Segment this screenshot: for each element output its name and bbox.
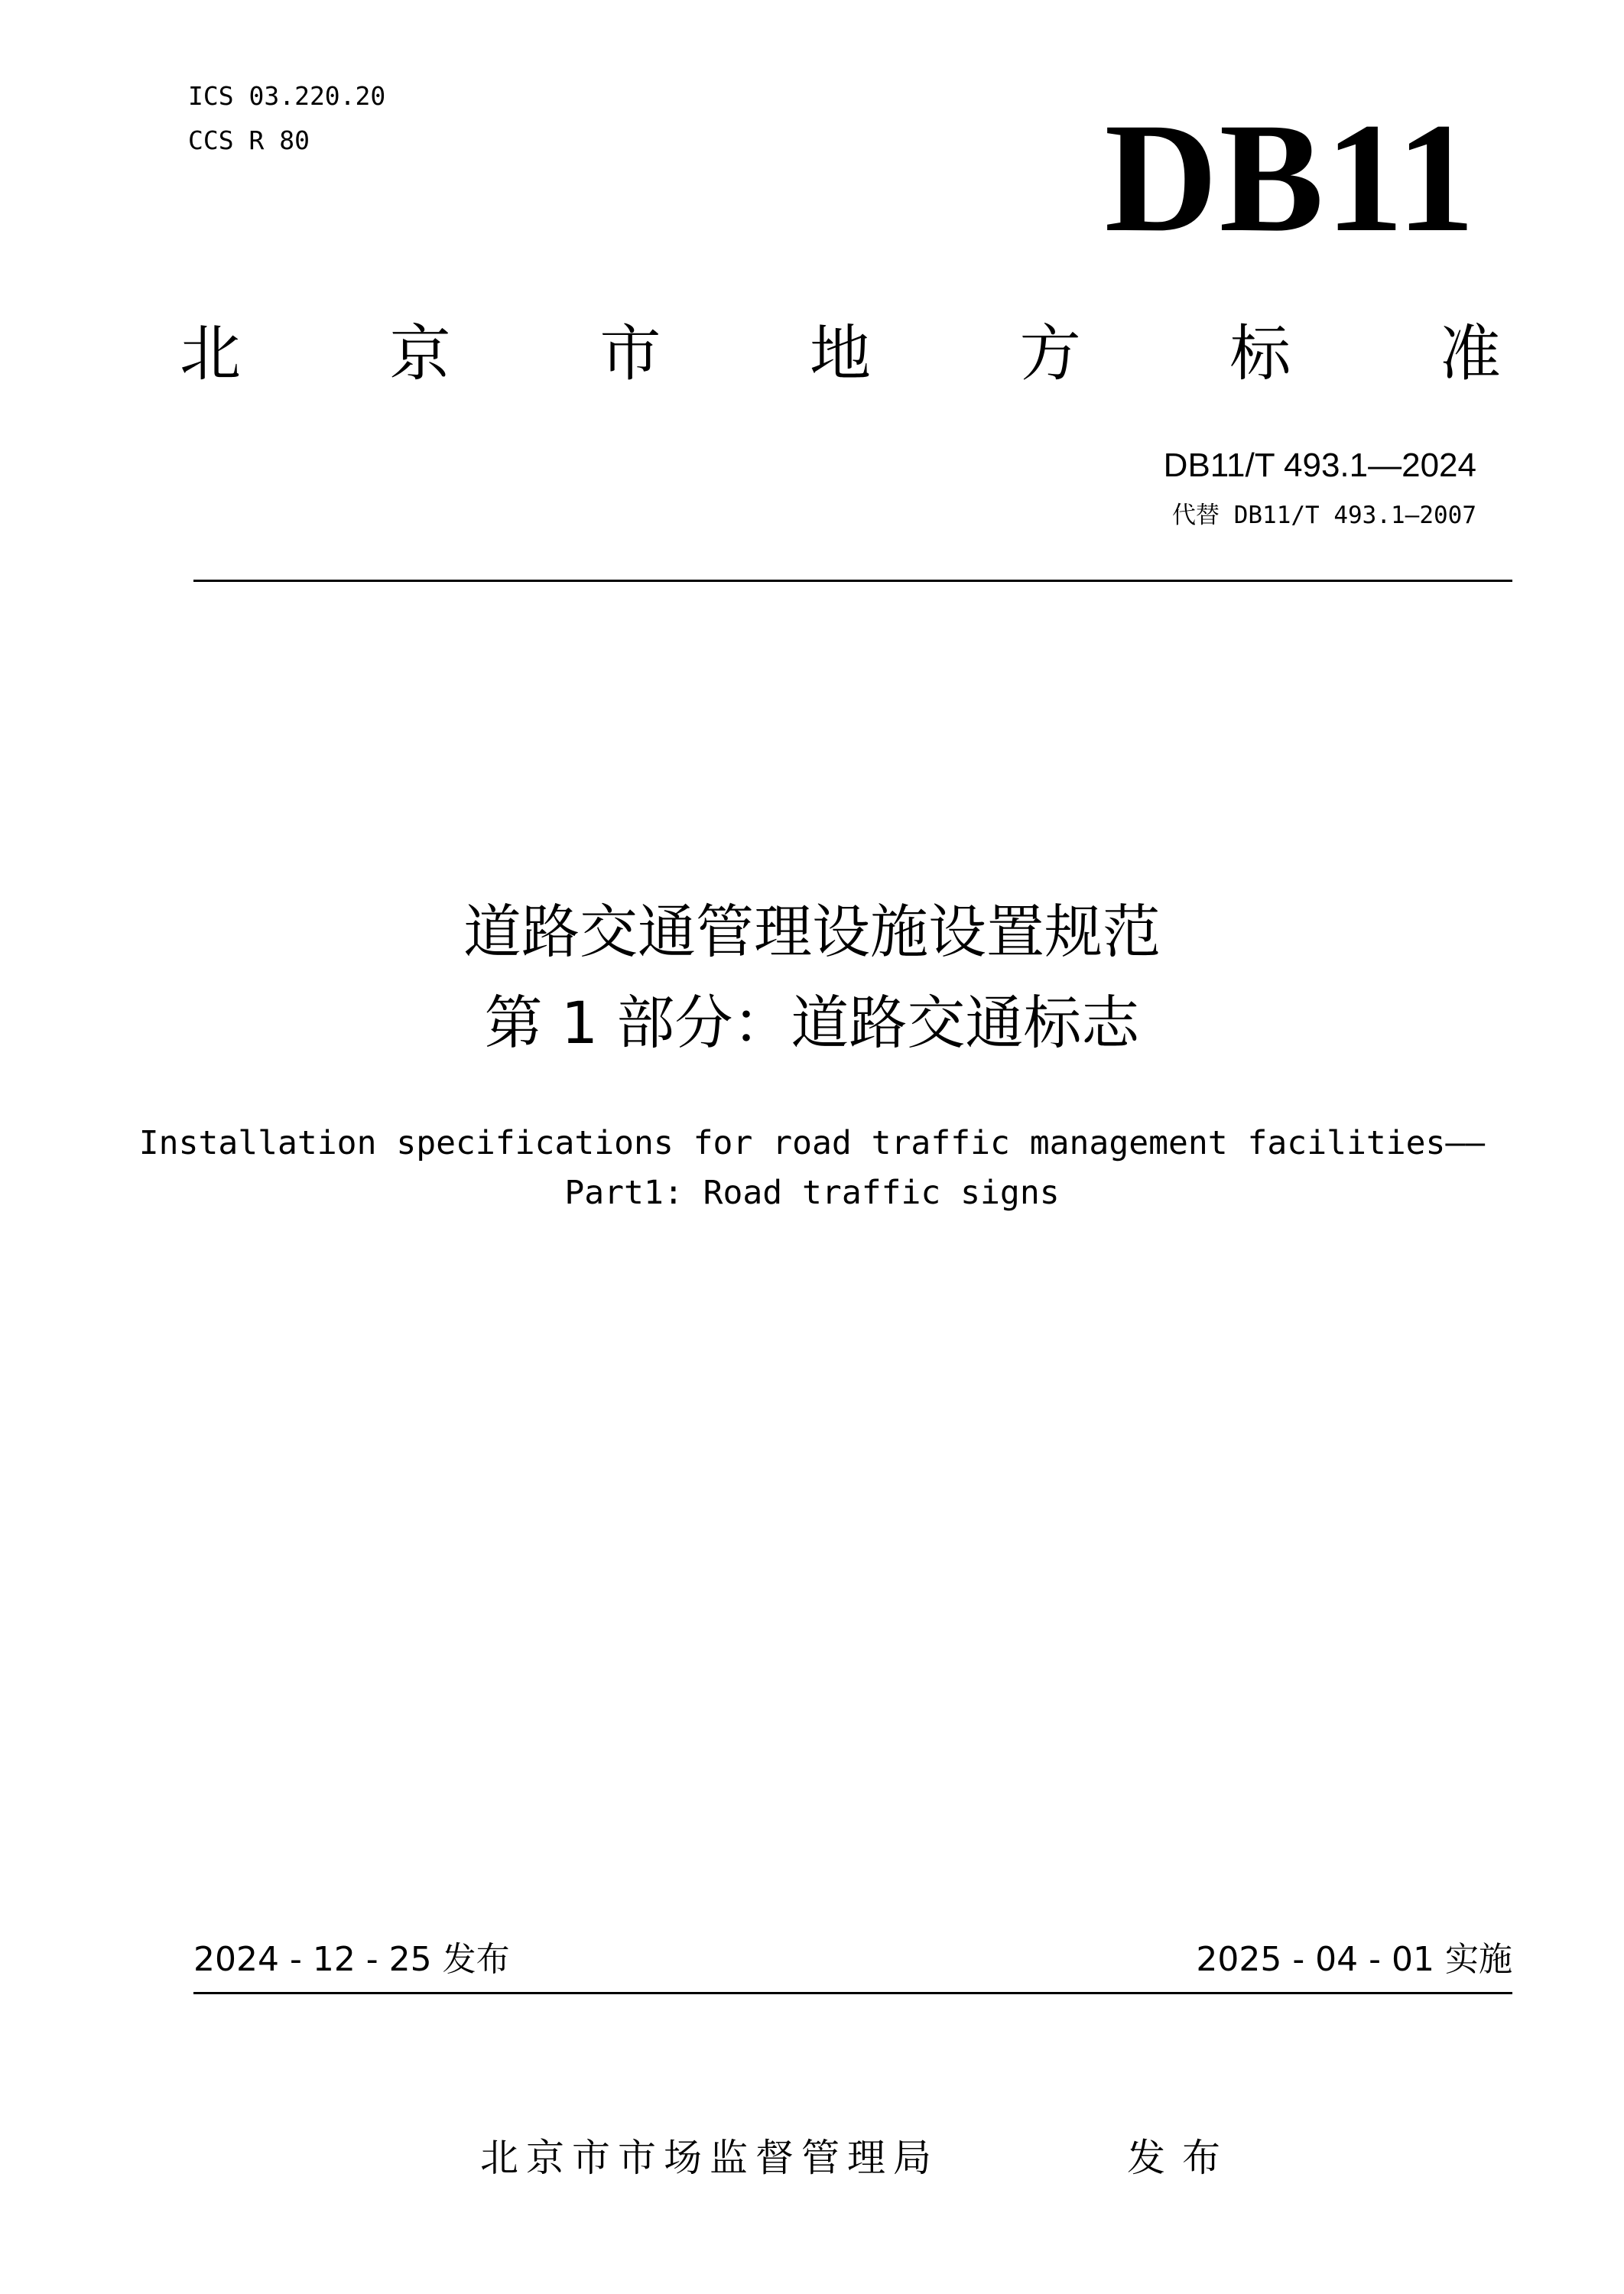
publish-date: 2024 - 12 - 25 发布 (193, 1940, 510, 1979)
document-subtitle-zh: 第 1 部分：道路交通标志 (484, 989, 1140, 1057)
ccs-code: CCS R 80 (188, 125, 310, 155)
standard-type-title (180, 312, 1501, 396)
document-subtitle-en: Part1: Road traffic signs (564, 1174, 1060, 1212)
standard-type-char: 标 (1229, 318, 1291, 389)
issue-action: 发布 (1127, 2136, 1237, 2180)
issuing-authority: 北京市市场监督管理局 (480, 2136, 939, 2180)
standard-type-char: 北 (180, 318, 241, 389)
header-divider (193, 580, 1512, 582)
standard-type-char: 准 (1439, 318, 1501, 389)
replaced-standard: 代替 DB11/T 493.1—2007 (1172, 502, 1476, 529)
standard-type-char: 方 (1019, 318, 1081, 389)
standard-type-char: 地 (809, 318, 871, 389)
document-title-zh: 道路交通管理设施设置规范 (463, 898, 1161, 966)
standard-type-char: 京 (389, 318, 451, 389)
standard-type-char: 市 (599, 318, 661, 389)
standard-number: DB11/T 493.1—2024 (1163, 447, 1476, 484)
implementation-date: 2025 - 04 - 01 实施 (1196, 1940, 1512, 1979)
db11-logo: DB11 (1104, 91, 1476, 265)
ics-code: ICS 03.220.20 (188, 81, 386, 111)
document-title-en: Installation specifications for road traffic management facilities—— (138, 1124, 1486, 1162)
date-divider (193, 1992, 1512, 1994)
